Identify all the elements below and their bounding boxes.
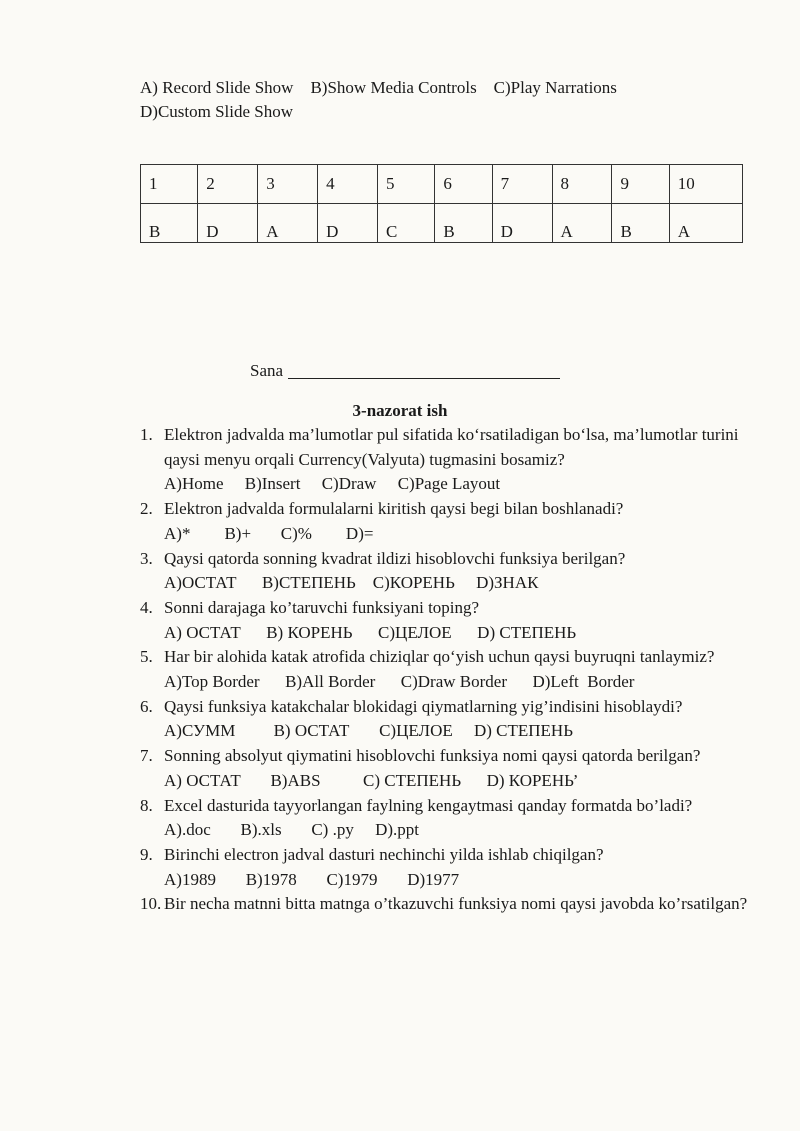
question-number: 3.: [140, 548, 153, 568]
answer-key-number: 6: [435, 165, 492, 204]
answer-key-letter: A: [669, 204, 742, 243]
answer-key-letter: C: [378, 204, 435, 243]
question-item: [140, 744, 760, 793]
question-item: [140, 695, 760, 744]
question-options: A)Home B)Insert C)Draw C)Page Layout: [164, 474, 501, 494]
question-number: 7.: [140, 746, 153, 766]
question-text: Sonning absolyut qiymatini hisoblovchi funksiya nomi qaysi qatorda berilgan?: [164, 746, 701, 766]
answer-key-letter: B: [141, 204, 198, 243]
previous-question-options-cont: D)Custom Slide Show: [140, 102, 294, 121]
question-options: A)СУММ B) ОСТАТ C)ЦЕЛОЕ D) СТЕПЕНЬ: [164, 721, 573, 741]
answer-key-letter: B: [435, 204, 492, 243]
answer-key-number: 1: [141, 165, 198, 204]
question-number: 10.: [140, 894, 162, 914]
answer-key-letter: D: [492, 204, 552, 243]
question-text: Bir necha matnni bitta matnga o’tkazuvchi funksiya nomi qaysi javobda ko’rsatilgan?: [164, 894, 748, 914]
question-item: [140, 497, 760, 546]
answer-key-letter: D: [198, 204, 258, 243]
question-item: [140, 596, 760, 645]
answer-key-number: 10: [669, 165, 742, 204]
question-number: 2.: [140, 499, 153, 519]
answer-key-numbers-row: [141, 165, 743, 204]
question-number: 5.: [140, 647, 153, 667]
answer-key-number: 7: [492, 165, 552, 204]
question-text: Qaysi qatorda sonning kvadrat ildizi hisoblovchi funksiya berilgan?: [164, 548, 626, 568]
question-list: [140, 423, 760, 917]
answer-key-number: 4: [318, 165, 378, 204]
question-text: Birinchi electron jadval dasturi nechinchi yilda ishlab chiqilgan?: [164, 844, 604, 864]
question-item: [140, 843, 760, 892]
question-number: 4.: [140, 597, 153, 617]
answer-key-number: 2: [198, 165, 258, 204]
question-options: A) ОСТАТ B) КОРЕНЬ C)ЦЕЛОЕ D) СТЕПЕНЬ: [164, 622, 577, 642]
answer-key-letter: B: [612, 204, 669, 243]
question-item: [140, 892, 760, 917]
question-options: A)Top Border B)All Border C)Draw Border D)Left Border: [164, 672, 635, 692]
question-text: Elektron jadvalda formulalarni kiritish qaysi begi bilan boshlanadi?: [164, 499, 624, 519]
question-item: [140, 794, 760, 843]
answer-key-table: [140, 164, 743, 243]
question-text: Elektron jadvalda ma’lumotlar pul sifatida ko‘rsatiladigan bo‘lsa, ma’lumotlar turini qaysi menyu orqali Currency(Valyuta) tugmasini bosamiz?: [164, 425, 739, 469]
question-number: 1.: [140, 425, 153, 444]
answer-key-number: 3: [258, 165, 318, 204]
question-options: A).doc B).xls C) .py D).ppt: [164, 820, 419, 840]
previous-question-options: A) Record Slide Show B)Show Media Controls C)Play Narrations: [140, 78, 617, 97]
question-number: 9.: [140, 844, 153, 864]
question-options: A)ОСТАТ B)СТЕПЕНЬ C)КОРЕНЬ D)ЗНАК: [164, 573, 539, 593]
question-text: Har bir alohida katak atrofida chiziqlar qo‘yish uchun qaysi buyruqni tanlaymiz?: [164, 647, 715, 667]
question-options: A)* B)+ C)% D)=: [164, 523, 374, 543]
question-text: Excel dasturida tayyorlangan faylning kengaytmasi qanday formatda bo’ladi?: [164, 795, 693, 815]
answer-key-number: 8: [552, 165, 612, 204]
answer-key-letter: D: [318, 204, 378, 243]
date-label: Sana: [250, 361, 284, 380]
answer-key-number: 9: [612, 165, 669, 204]
question-item: [140, 423, 760, 497]
question-options: A) ОСТАТ B)ABS C) СТЕПЕНЬ D) КОРЕНЬ’: [164, 770, 579, 790]
date-blank-line: [288, 378, 560, 379]
answer-key-number: 5: [378, 165, 435, 204]
answer-key-letter: A: [258, 204, 318, 243]
page-title: 3-nazorat ish: [352, 401, 448, 420]
question-item: [140, 547, 760, 596]
answer-key-letter: A: [552, 204, 612, 243]
question-options: A)1989 B)1978 C)1979 D)1977: [164, 869, 460, 889]
question-number: 6.: [140, 696, 153, 716]
answer-key-letters-row: [141, 204, 743, 243]
question-item: [140, 645, 760, 694]
question-text: Qaysi funksiya katakchalar blokidagi qiymatlarning yig’indisini hisoblaydi?: [164, 696, 683, 716]
question-number: 8.: [140, 795, 153, 815]
question-text: Sonni darajaga ko’taruvchi funksiyani toping?: [164, 597, 480, 617]
